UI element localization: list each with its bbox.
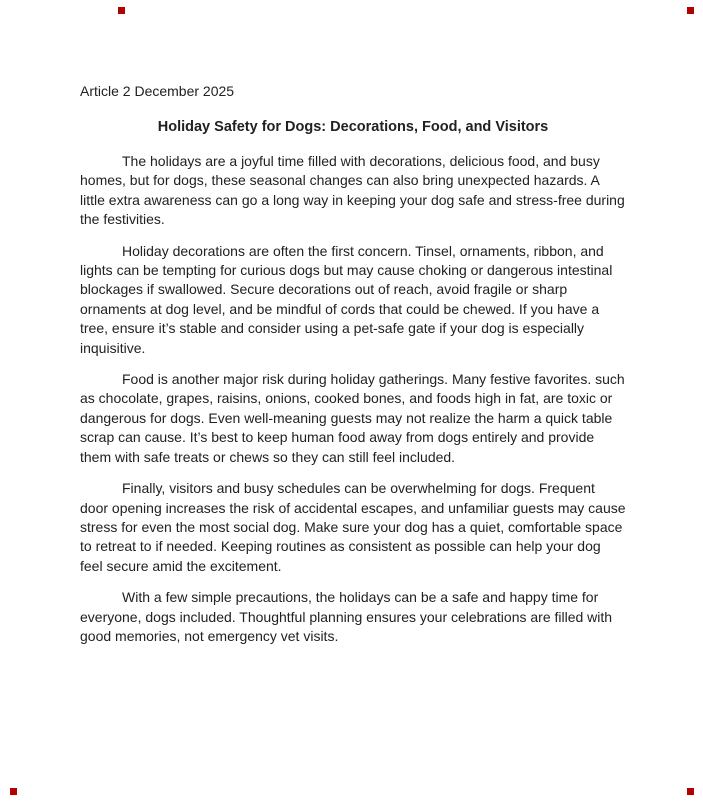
- article-meta: Article 2 December 2025: [80, 83, 235, 99]
- corner-marker-top-left: [118, 7, 125, 14]
- paragraph: Finally, visitors and busy schedules can be overwhelming for dogs. Frequent door opening increases the risk of accidental escapes, and unfamiliar guests may cause stress for even the most social dog. Make sure your dog has a quiet, comfortable space to retreat to if needed. Keeping routines as consistent as possible can help your dog feel secure amid the excitement.: [80, 480, 626, 574]
- paragraph: Holiday decorations are often the first concern. Tinsel, ornaments, ribbon, and lights can be tempting for curious dogs but may cause choking or dangerous intestinal blockages if swallowed. Secure decorations out of reach, avoid fragile or sharp ornaments at dog level, and be mindful of cords that could be chewed. If you have a tree, ensure it’s stable and consider using a pet-safe gate if your dog is especially inquisitive.: [80, 242, 613, 356]
- article-content: [80, 82, 626, 658]
- article-body: [80, 152, 626, 646]
- paragraph: With a few simple precautions, the holidays can be a safe and happy time for everyone, dogs included. Thoughtful planning ensures your celebrations are filled with good memories, not emergency vet visits.: [80, 589, 613, 644]
- paragraph: The holidays are a joyful time filled with decorations, delicious food, and busy homes, but for dogs, these seasonal changes can also bring unexpected hazards. A little extra awareness can go a long way in keeping your dog safe and stress-free during the festivities.: [80, 153, 625, 228]
- article-title: Holiday Safety for Dogs: Decorations, Food, and Visitors: [157, 119, 549, 135]
- corner-marker-bottom-right: [687, 788, 694, 795]
- corner-marker-top-right: [687, 7, 694, 14]
- paragraph: Food is another major risk during holiday gatherings. Many festive favorites. such as chocolate, grapes, raisins, onions, cooked bones, and foods high in fat, are toxic or dangerous for dogs. Even well-meaning guests may not realize the harm a quick table scrap can cause. It’s best to keep human food away from dogs entirely and provide them with safe treats or chews so they can still feel included.: [80, 371, 625, 465]
- corner-marker-bottom-left: [10, 788, 17, 795]
